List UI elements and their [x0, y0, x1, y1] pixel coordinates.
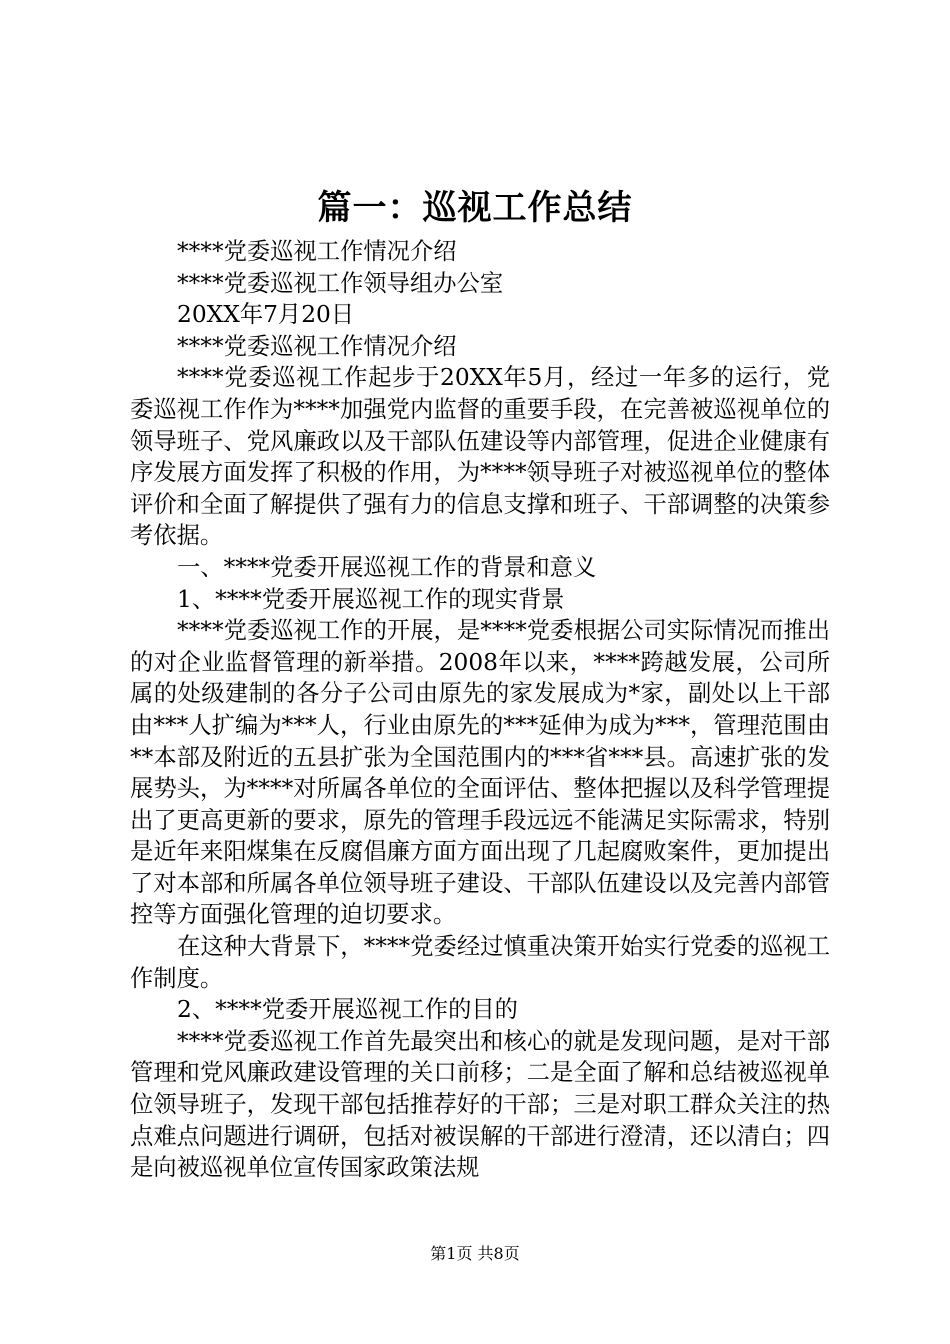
- paragraph-purpose: ****党委巡视工作首先最突出和核心的就是发现问题，是对干部管理和党风廉政建设管理的关口前移；二是全面了解和总结被巡视单位领导班子，发现干部包括推荐好的干部；三是对职工群众关注的热点难点问题进行调研，包括对被误解的干部进行澄清，还以清白；四是向被巡视单位宣传国家政策法规: [130, 1027, 830, 1182]
- page-footer: 第1页 共8页: [430, 1244, 520, 1263]
- subsection-heading-purpose: 2、****党委开展巡视工作的目的: [177, 996, 518, 1024]
- paragraph-office: ****党委巡视工作领导组办公室: [177, 269, 504, 297]
- paragraph-intro-title: ****党委巡视工作情况介绍: [177, 238, 457, 265]
- subsection-heading-reality: 1、****党委开展巡视工作的现实背景: [177, 585, 565, 613]
- paragraph-date: 20XX年7月20日: [177, 301, 355, 329]
- paragraph-intro-title-repeat: ****党委巡视工作情况介绍: [177, 332, 457, 360]
- paragraph-reality: ****党委巡视工作的开展，是****党委根据公司实际情况而推出的对企业监督管理的新举措。2008年以来，****跨越发展，公司所属的处级建制的各分子公司由原先的家发展成为*家，副处以上干部由***人扩编为***人，行业由原先的***延伸为成为***，管理范围由**本部及附近的五县扩张为全国范围内的***省***县。高速扩张的发展势头，为****对所属各单位的全面评估、整体把握以及科学管理提出了更高更新的要求，原先的管理手段远远不能满足实际需求，特别是近年来阳煤集在反腐倡廉方面方面出现了几起腐败案件，更加提出了对本部和所属各单位领导班子建设、干部队伍建设以及完善内部管控等方面强化管理的迫切要求。: [130, 617, 830, 929]
- paragraph-context: 在这种大背景下，****党委经过慎重决策开始实行党委的巡视工作制度。: [130, 933, 830, 992]
- section-heading-background: 一、****党委开展巡视工作的背景和意义: [177, 553, 597, 581]
- paragraph-overview: ****党委巡视工作起步于20XX年5月，经过一年多的运行，党委巡视工作作为****加强党内监督的重要手段，在完善被巡视单位的领导班子、党风廉政以及干部队伍建设等内部管理，促进企业健康有序发展方面发挥了积极的作用，为****领导班子对被巡视单位的整体评价和全面了解提供了强有力的信息支撑和班子、干部调整的决策参考依据。: [130, 364, 830, 550]
- document-title: 篇一：巡视工作总结: [317, 188, 633, 228]
- document-body: [130, 236, 830, 1184]
